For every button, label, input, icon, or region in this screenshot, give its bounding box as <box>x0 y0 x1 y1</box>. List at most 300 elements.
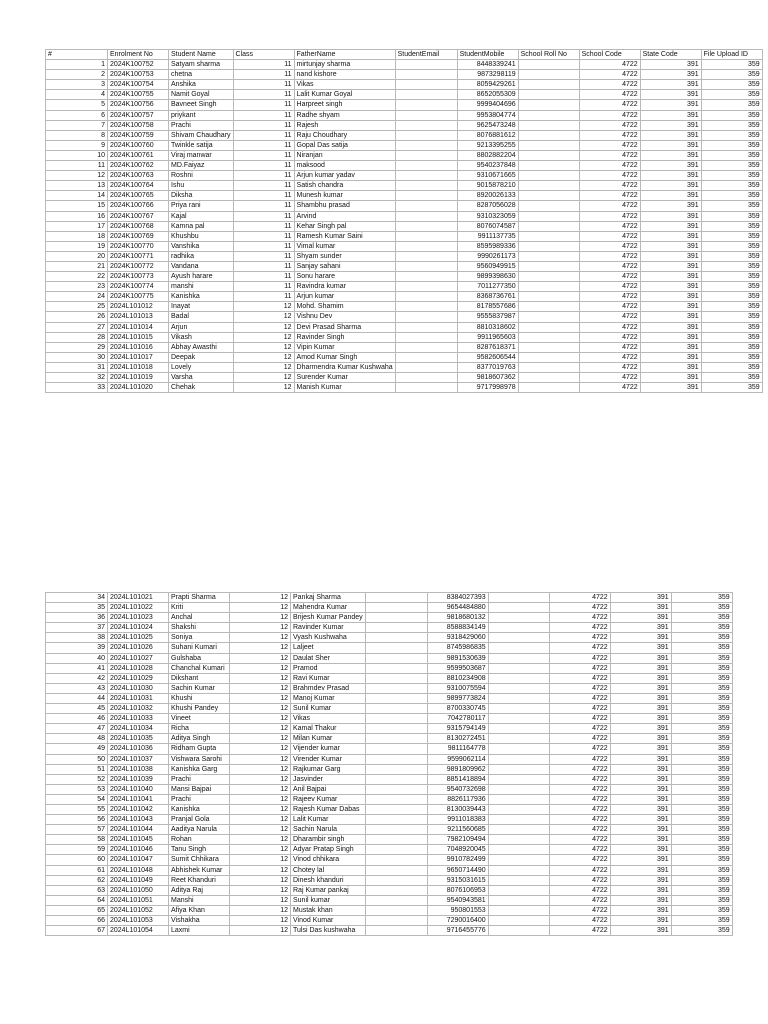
table-cell: 26 <box>46 312 108 322</box>
table-cell: 4722 <box>549 693 610 703</box>
table-cell: Vandana <box>169 261 234 271</box>
table-cell: 4722 <box>549 875 610 885</box>
table-cell: Gopal Das satija <box>294 140 395 150</box>
table-cell: Inayat <box>169 302 234 312</box>
table-row <box>46 241 763 251</box>
table-cell: 2024L101018 <box>108 362 169 372</box>
table-row <box>46 201 763 211</box>
table-cell: 4722 <box>549 663 610 673</box>
table-row <box>46 623 733 633</box>
table-cell: 11 <box>233 120 294 130</box>
table-cell: 34 <box>46 593 108 603</box>
table-cell <box>365 865 427 875</box>
table-cell: 48 <box>46 734 108 744</box>
table-cell: nand kishore <box>294 70 395 80</box>
column-header: StudentEmail <box>395 50 457 60</box>
table-cell: 359 <box>671 835 732 845</box>
table-cell: 55 <box>46 804 108 814</box>
table-row <box>46 161 763 171</box>
table-cell: 8130272451 <box>427 734 488 744</box>
table-cell: 42 <box>46 673 108 683</box>
table-cell: 391 <box>610 693 671 703</box>
table-cell <box>395 373 457 383</box>
table-row <box>46 603 733 613</box>
table-cell: Prachi <box>169 120 234 130</box>
table-cell: 2024K100775 <box>108 292 169 302</box>
table-cell: 2024K100761 <box>108 150 169 160</box>
table-cell: Jasvinder <box>291 774 366 784</box>
table-cell: 4722 <box>549 926 610 936</box>
table-cell: 9 <box>46 140 108 150</box>
table-cell: 12 <box>230 895 291 905</box>
table-cell: Vishakha <box>169 916 230 926</box>
table-cell <box>365 905 427 915</box>
table-cell: 12 <box>230 794 291 804</box>
table-cell: 13 <box>46 181 108 191</box>
table-cell: 8076881612 <box>457 130 518 140</box>
table-row <box>46 342 763 352</box>
table-cell: 9891809962 <box>427 764 488 774</box>
table-cell: 2024L101012 <box>108 302 169 312</box>
column-header: StudentMobile <box>457 50 518 60</box>
table-cell: 2024L101049 <box>108 875 169 885</box>
table-row <box>46 724 733 734</box>
table-cell: 12 <box>230 825 291 835</box>
table-cell <box>488 663 549 673</box>
table-cell: 2024L101016 <box>108 342 169 352</box>
table-cell: 9717998978 <box>457 383 518 393</box>
table-cell: Brahmdev Prasad <box>291 683 366 693</box>
table-cell: 391 <box>640 140 701 150</box>
table-row <box>46 714 733 724</box>
table-cell: 12 <box>230 815 291 825</box>
table-cell: Viraj manwar <box>169 150 234 160</box>
table-cell: 359 <box>671 804 732 814</box>
table-cell: Shyam sunder <box>294 251 395 261</box>
table-row <box>46 261 763 271</box>
table-cell <box>395 221 457 231</box>
table-cell: Vanshika <box>169 241 234 251</box>
table-cell: 2024L101026 <box>108 643 169 653</box>
table-cell: Diksha <box>169 191 234 201</box>
table-cell: Amod Kumar Singh <box>294 352 395 362</box>
table-cell: 2024L101037 <box>108 754 169 764</box>
table-cell: 12 <box>230 855 291 865</box>
table-cell <box>488 734 549 744</box>
table-cell: 2024L101013 <box>108 312 169 322</box>
table-cell <box>518 292 579 302</box>
table-cell: 9318429060 <box>427 633 488 643</box>
table-cell: 37 <box>46 623 108 633</box>
table-cell: 2024L101027 <box>108 653 169 663</box>
table-cell: 12 <box>230 774 291 784</box>
table-cell: 12 <box>230 845 291 855</box>
table-cell: 52 <box>46 774 108 784</box>
table-cell <box>488 855 549 865</box>
table-cell <box>488 865 549 875</box>
table-cell <box>365 673 427 683</box>
table-cell: 359 <box>701 120 762 130</box>
table-cell: 53 <box>46 784 108 794</box>
table-cell <box>365 704 427 714</box>
table-cell: Dharambir singh <box>291 835 366 845</box>
table-cell: 4722 <box>549 683 610 693</box>
table-cell <box>395 231 457 241</box>
table-cell <box>488 673 549 683</box>
table-cell: 2024K100760 <box>108 140 169 150</box>
table-cell: 8384027393 <box>427 593 488 603</box>
table-cell: 2024L101053 <box>108 916 169 926</box>
table-cell: Anshika <box>169 80 234 90</box>
table-row <box>46 70 763 80</box>
table-cell: 391 <box>610 916 671 926</box>
table-cell: Shambhu prasad <box>294 201 395 211</box>
table-row <box>46 613 733 623</box>
table-cell: 4722 <box>549 673 610 683</box>
table-cell: 391 <box>640 100 701 110</box>
table-cell: 359 <box>701 80 762 90</box>
table-cell <box>518 302 579 312</box>
table-cell <box>365 663 427 673</box>
table-cell: 359 <box>671 693 732 703</box>
table-cell <box>518 100 579 110</box>
table-cell: Khushi <box>169 693 230 703</box>
table-cell: Virender Kumar <box>291 754 366 764</box>
table-cell <box>395 241 457 251</box>
table-cell: 59 <box>46 845 108 855</box>
table-cell: 2024K100766 <box>108 201 169 211</box>
table-cell: 39 <box>46 643 108 653</box>
table-cell <box>488 916 549 926</box>
table-cell: 30 <box>46 352 108 362</box>
table-cell: 359 <box>671 613 732 623</box>
table-row <box>46 211 763 221</box>
table-cell: 12 <box>233 332 294 342</box>
table-cell: 35 <box>46 603 108 613</box>
column-header: # <box>46 50 108 60</box>
table-cell: 2024L101040 <box>108 784 169 794</box>
table-cell: 391 <box>610 744 671 754</box>
table-row <box>46 845 733 855</box>
table-cell: Munesh kumar <box>294 191 395 201</box>
table-row <box>46 673 733 683</box>
table-cell <box>395 161 457 171</box>
table-cell: 4722 <box>549 865 610 875</box>
table-cell: 4722 <box>579 292 640 302</box>
table-cell: 4722 <box>549 845 610 855</box>
table-row <box>46 794 733 804</box>
table-cell: 359 <box>701 362 762 372</box>
table-cell: Arjun kumar yadav <box>294 171 395 181</box>
table-cell: 4722 <box>579 261 640 271</box>
table-cell: Radhe shyam <box>294 110 395 120</box>
table-cell: Prapti Sharma <box>169 593 230 603</box>
table-cell: 12 <box>233 373 294 383</box>
table-cell <box>518 312 579 322</box>
table-cell <box>365 693 427 703</box>
table-cell: 2024L101034 <box>108 724 169 734</box>
table-cell: Afiya Khan <box>169 905 230 915</box>
table-cell: 2024L101023 <box>108 613 169 623</box>
table-cell: 11 <box>233 171 294 181</box>
table-cell: Rajeev Kumar <box>291 794 366 804</box>
data-table-page-1 <box>45 49 763 393</box>
table-row <box>46 373 763 383</box>
table-cell: 391 <box>610 663 671 673</box>
table-cell: 2024L101025 <box>108 633 169 643</box>
table-cell: 4722 <box>579 221 640 231</box>
table-cell <box>518 272 579 282</box>
table-cell <box>488 724 549 734</box>
table-cell: 359 <box>671 784 732 794</box>
table-cell: 7042780117 <box>427 714 488 724</box>
table-cell: 9310323059 <box>457 211 518 221</box>
table-cell: Rajesh <box>294 120 395 130</box>
table-cell: Lalit Kumar Goyal <box>294 90 395 100</box>
table-cell: 359 <box>701 140 762 150</box>
table-cell: Ridham Gupta <box>169 744 230 754</box>
table-row <box>46 643 733 653</box>
table-cell: 359 <box>701 130 762 140</box>
table-cell: 2024K100763 <box>108 171 169 181</box>
table-cell: 4722 <box>549 653 610 663</box>
table-cell: 4722 <box>579 362 640 372</box>
table-cell: Richa <box>169 724 230 734</box>
table-cell: 2024L101021 <box>108 593 169 603</box>
table-row <box>46 825 733 835</box>
table-cell: 391 <box>610 895 671 905</box>
table-cell: Namit Goyal <box>169 90 234 100</box>
table-cell: 359 <box>671 764 732 774</box>
table-cell: 12 <box>230 916 291 926</box>
table-cell: 2024L101015 <box>108 332 169 342</box>
table-cell: 359 <box>701 211 762 221</box>
table-cell <box>365 916 427 926</box>
table-cell: Sunil kumar <box>291 895 366 905</box>
table-cell: 359 <box>671 855 732 865</box>
table-cell <box>488 885 549 895</box>
table-cell <box>395 110 457 120</box>
table-row <box>46 80 763 90</box>
table-cell <box>365 845 427 855</box>
table-cell <box>365 825 427 835</box>
table-cell: 8851418894 <box>427 774 488 784</box>
table-cell: 4722 <box>579 80 640 90</box>
table-cell: 38 <box>46 633 108 643</box>
table-cell: 9315794149 <box>427 724 488 734</box>
table-cell <box>518 140 579 150</box>
table-cell: 46 <box>46 714 108 724</box>
table-cell <box>395 171 457 181</box>
table-cell: Mansi Bajpai <box>169 784 230 794</box>
table-cell <box>488 693 549 703</box>
table-cell: 8130039443 <box>427 804 488 814</box>
column-header: School Roll No <box>518 50 579 60</box>
table-cell: 4722 <box>579 302 640 312</box>
table-cell <box>488 794 549 804</box>
table-cell: 391 <box>640 120 701 130</box>
table-cell: Vishnu Dev <box>294 312 395 322</box>
table-cell: 391 <box>610 845 671 855</box>
table-cell: 359 <box>671 663 732 673</box>
table-cell <box>488 603 549 613</box>
table-cell: 2024L101039 <box>108 774 169 784</box>
table-cell <box>395 191 457 201</box>
table-cell: Sachin Kumar <box>169 683 230 693</box>
table-cell: 4722 <box>579 241 640 251</box>
table-cell: 4722 <box>549 794 610 804</box>
table-cell: Raj Kumar pankaj <box>291 885 366 895</box>
table-cell: 9310671665 <box>457 171 518 181</box>
table-cell: 4722 <box>579 342 640 352</box>
table-cell <box>395 130 457 140</box>
table-cell <box>488 825 549 835</box>
table-cell: 359 <box>671 815 732 825</box>
table-cell <box>488 905 549 915</box>
table-row <box>46 916 733 926</box>
table-cell: 9625473248 <box>457 120 518 130</box>
table-cell <box>518 322 579 332</box>
table-cell: 2024L101030 <box>108 683 169 693</box>
table-cell: Arvind <box>294 211 395 221</box>
table-cell: 49 <box>46 744 108 754</box>
table-cell: 9873298119 <box>457 70 518 80</box>
table-cell <box>365 714 427 724</box>
table-cell: 391 <box>610 734 671 744</box>
table-row <box>46 885 733 895</box>
table-cell: Ravinder Singh <box>294 332 395 342</box>
table-cell: 359 <box>701 241 762 251</box>
table-cell: Shivam Chaudhary <box>169 130 234 140</box>
table-cell <box>395 292 457 302</box>
table-cell: 4722 <box>579 211 640 221</box>
table-cell <box>395 282 457 292</box>
table-cell: 8920026133 <box>457 191 518 201</box>
table-cell: 12 <box>230 613 291 623</box>
table-cell: 8059429261 <box>457 80 518 90</box>
table-cell: 391 <box>610 784 671 794</box>
table-cell <box>488 926 549 936</box>
table-cell: Arjun <box>169 322 234 332</box>
table-cell: 12 <box>230 633 291 643</box>
column-header: Student Name <box>169 50 234 60</box>
table-cell: priykant <box>169 110 234 120</box>
table-cell: 9555837987 <box>457 312 518 322</box>
table-cell <box>395 211 457 221</box>
table-cell: 9911137735 <box>457 231 518 241</box>
table-cell: 391 <box>640 70 701 80</box>
table-cell <box>365 593 427 603</box>
table-cell: 67 <box>46 926 108 936</box>
table-row <box>46 171 763 181</box>
table-cell: 60 <box>46 855 108 865</box>
table-row <box>46 383 763 393</box>
table-cell: 20 <box>46 251 108 261</box>
table-cell: Vineet <box>169 714 230 724</box>
table-cell: 43 <box>46 683 108 693</box>
table-cell: 391 <box>610 623 671 633</box>
table-cell: 391 <box>640 332 701 342</box>
table-cell <box>395 70 457 80</box>
table-cell: 63 <box>46 885 108 895</box>
table-cell: Kamna pal <box>169 221 234 231</box>
table-cell <box>365 764 427 774</box>
table-cell: 359 <box>701 181 762 191</box>
table-cell: 12 <box>230 865 291 875</box>
table-cell: Sachin Narula <box>291 825 366 835</box>
table-cell: 11 <box>233 282 294 292</box>
table-cell: Vyash Kushwaha <box>291 633 366 643</box>
table-cell: 359 <box>671 603 732 613</box>
table-cell <box>488 784 549 794</box>
table-cell <box>488 643 549 653</box>
table-cell: 4 <box>46 90 108 100</box>
table-cell: Ravindra kumar <box>294 282 395 292</box>
table-cell: 391 <box>640 342 701 352</box>
table-cell: 12 <box>230 643 291 653</box>
table-cell: 391 <box>640 221 701 231</box>
table-cell <box>365 784 427 794</box>
table-cell: 391 <box>610 926 671 936</box>
table-row <box>46 60 763 70</box>
table-cell: 23 <box>46 282 108 292</box>
table-cell: 29 <box>46 342 108 352</box>
table-cell: 12 <box>230 603 291 613</box>
table-cell: 359 <box>701 383 762 393</box>
table-cell: 2024L101017 <box>108 352 169 362</box>
table-cell: 391 <box>640 130 701 140</box>
table-cell <box>518 231 579 241</box>
table-body-page-1 <box>46 60 763 393</box>
table-cell <box>518 191 579 201</box>
table-cell: 9818607362 <box>457 373 518 383</box>
table-cell: 8368736761 <box>457 292 518 302</box>
table-cell: Sonu harare <box>294 272 395 282</box>
table-cell: 391 <box>640 181 701 191</box>
table-cell: 4722 <box>579 251 640 261</box>
table-cell: 12 <box>230 663 291 673</box>
table-cell: 2024K100754 <box>108 80 169 90</box>
table-row <box>46 181 763 191</box>
table-cell: Khushi Pandey <box>169 704 230 714</box>
table-cell: 391 <box>640 272 701 282</box>
table-cell: Sanjay sahani <box>294 261 395 271</box>
table-cell: 12 <box>233 302 294 312</box>
table-row <box>46 855 733 865</box>
table-cell <box>488 895 549 905</box>
table-cell: 12 <box>230 804 291 814</box>
table-cell: Daulat Sher <box>291 653 366 663</box>
table-cell: 9582606544 <box>457 352 518 362</box>
table-cell: 4722 <box>579 322 640 332</box>
table-cell: 359 <box>671 633 732 643</box>
table-cell: 359 <box>671 754 732 764</box>
table-row <box>46 865 733 875</box>
table-cell: 391 <box>640 352 701 362</box>
table-row <box>46 90 763 100</box>
table-cell: Satish chandra <box>294 181 395 191</box>
table-cell: 359 <box>701 282 762 292</box>
table-cell: 9953804774 <box>457 110 518 120</box>
table-cell: 2024K100756 <box>108 100 169 110</box>
table-cell: 11 <box>233 272 294 282</box>
table-cell <box>488 835 549 845</box>
table-cell: Vimal kumar <box>294 241 395 251</box>
table-cell: 391 <box>610 815 671 825</box>
table-cell: 359 <box>701 272 762 282</box>
table-cell <box>365 603 427 613</box>
table-cell: 9818680132 <box>427 613 488 623</box>
